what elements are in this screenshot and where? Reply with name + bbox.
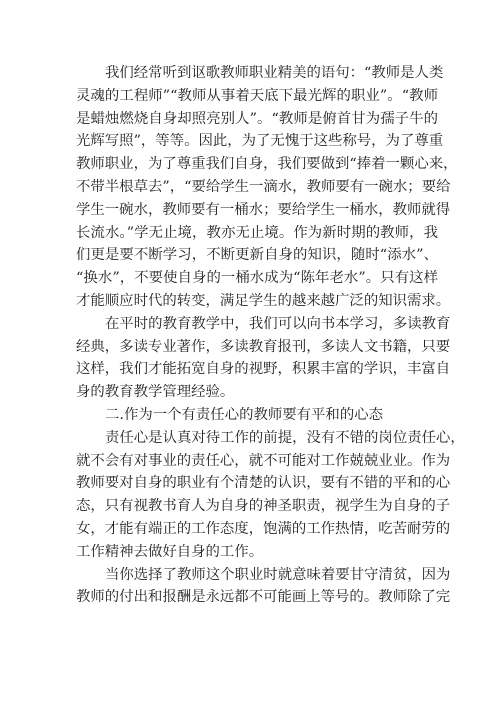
- paragraph-1: [76, 62, 458, 313]
- text-line: 经典，多读专业著作，多读教育报刊，多读人文书籍，只要: [76, 338, 451, 355]
- text-line: “换水”，不要使自身的一桶水成为“陈年老水”。只有这样: [76, 270, 438, 287]
- text-line: 光辉写照”，等等。因此，为了无愧于这些称号，为了尊重: [76, 133, 444, 150]
- text-line: 工作精神去做好自身的工作。: [76, 543, 264, 560]
- paragraph-3: [76, 427, 465, 564]
- text-line: 我们经常听到讴歌教师职业精美的语句：“教师是人类: [105, 65, 444, 81]
- text-line: 就不会有对事业的责任心，就不可能对工作兢兢业业。作为: [76, 452, 451, 469]
- text-line: 教师要对自身的职业有个清楚的认识，要有不错的平和的心: [76, 475, 451, 492]
- text-line: 态，只有视教书育人为自身的神圣职责，视学生为自身的子: [76, 498, 451, 515]
- text-line: 教师的付出和报酬是永远都不可能画上等号的。教师除了完: [76, 589, 451, 606]
- text-line: 身的教育教学管理经验。: [76, 384, 235, 401]
- section-heading-text: 二.作为一个有责任心的教师要有平和的心态: [105, 406, 383, 423]
- text-line: 才能顺应时代的转变，满足学生的越来越广泛的知识需求。: [76, 292, 451, 309]
- text-line: 长流水。”学无止境，教亦无止境。作为新时期的教师，我: [76, 224, 438, 241]
- text-line: 是蜡烛燃烧自身却照亮别人”。“教师是俯首甘为孺子牛的: [76, 110, 438, 127]
- text-line: 当你选择了教师这个职业时就意味着要甘守清贫，因为: [105, 566, 451, 583]
- text-line: 教师职业，为了尊重我们自身，我们要做到“捧着一颗心来，: [76, 156, 458, 173]
- text-line: 责任心是认真对待工作的前提，没有不错的岗位责任心，: [105, 429, 465, 446]
- text-line: 这样，我们才能拓宽自身的视野，积累丰富的学识，丰富自: [76, 361, 451, 378]
- text-line: 不带半根草去”，“要给学生一滴水，教师要有一碗水；要给: [76, 178, 451, 195]
- body-text: [76, 62, 465, 609]
- text-line: 学生一碗水，教师要有一桶水；要给学生一桶水，教师就得: [76, 201, 451, 218]
- paragraph-4: [76, 564, 451, 610]
- text-line: 女，才能有端正的工作态度，饱满的工作热情，吃苦耐劳的: [76, 520, 451, 537]
- text-line: 们更是要不断学习，不断更新自身的知识，随时“添水”、: [76, 247, 438, 264]
- text-line: 灵魂的工程师”“教师从事着天底下最光辉的职业”。“教师: [76, 87, 438, 104]
- paragraph-2: [76, 313, 451, 404]
- text-line: 在平时的教育教学中，我们可以向书本学习，多读教育: [105, 315, 451, 332]
- section-heading: [76, 404, 438, 427]
